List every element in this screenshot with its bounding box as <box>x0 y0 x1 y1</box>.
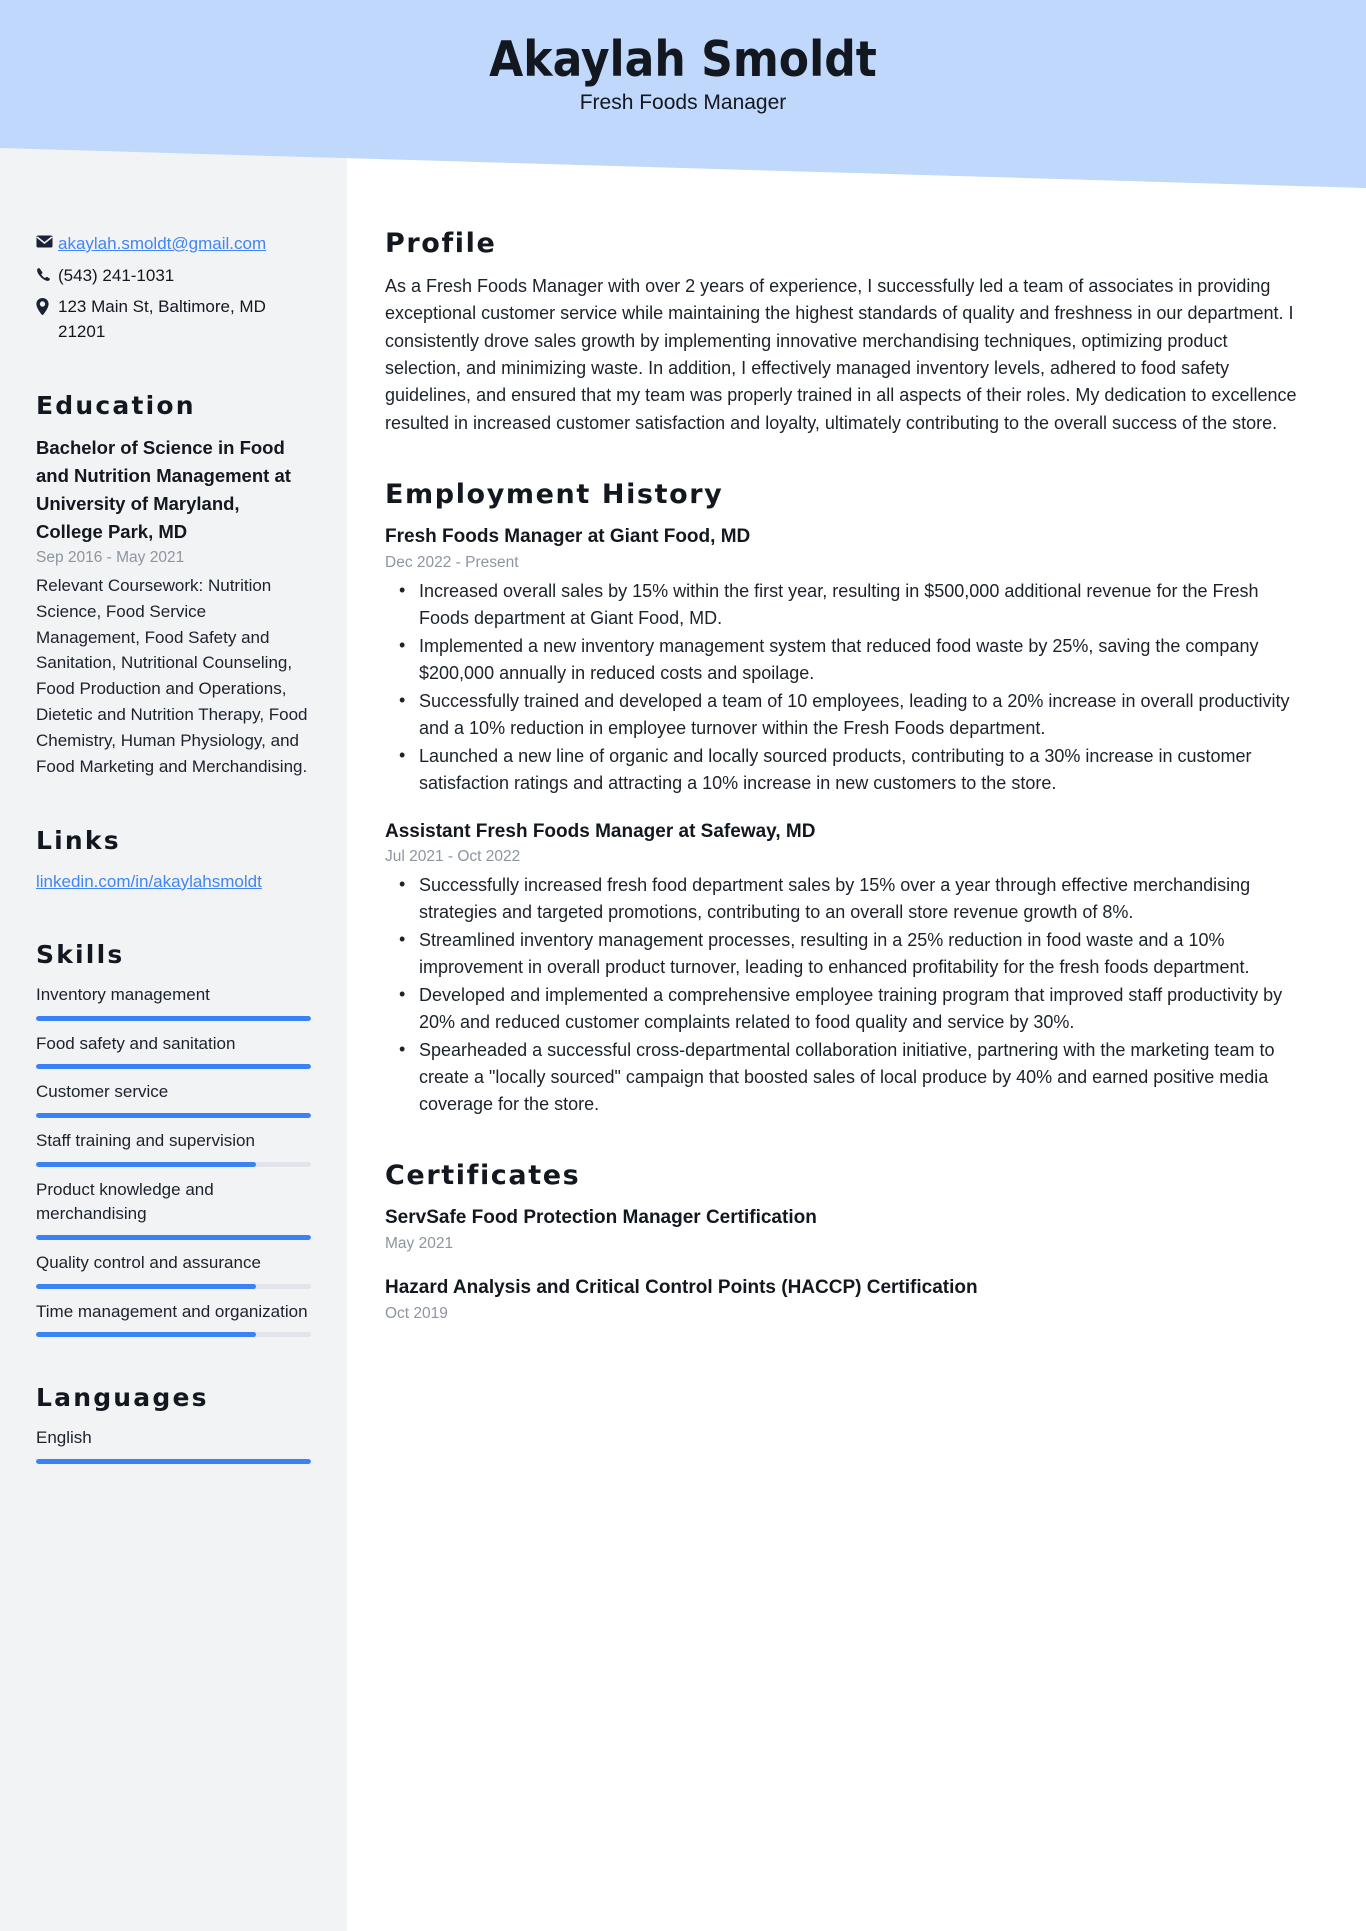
skill-item <box>36 1251 311 1289</box>
contact-email-text[interactable] <box>58 232 311 257</box>
links-heading: Links <box>36 825 121 855</box>
links-list <box>36 869 311 895</box>
language-item <box>36 1426 311 1464</box>
skill-item <box>36 1129 311 1167</box>
candidate-job-title: Fresh Foods Manager <box>579 90 787 114</box>
skill-item <box>36 1032 311 1070</box>
skill-track <box>36 1016 311 1021</box>
job-date: Dec 2022 - Present <box>385 553 519 571</box>
jobs-list <box>385 524 1300 1118</box>
skill-fill <box>36 1113 311 1118</box>
job-bullet-list <box>385 578 1300 797</box>
skill-track <box>36 1162 311 1167</box>
skill-track <box>36 1113 311 1118</box>
job-title: Fresh Foods Manager at Giant Food, MD <box>385 526 751 548</box>
languages-list <box>36 1426 311 1464</box>
contact-block <box>36 232 311 345</box>
candidate-name: Akaylah Smoldt <box>489 31 877 88</box>
email-link[interactable]: akaylah.smoldt@gmail.com <box>58 234 267 253</box>
job-bullet-list <box>385 872 1300 1118</box>
certificates-heading: Certificates <box>385 1160 581 1192</box>
job-title: Assistant Fresh Foods Manager at Safeway, MD <box>385 820 816 842</box>
skill-label: Inventory management <box>36 985 210 1005</box>
certificate-date: Oct 2019 <box>385 1304 448 1322</box>
header-text-block <box>0 0 1366 200</box>
list-item: • Successfully trained and developed a team of 10 employees, leading to a 20% increase in overall productivity and a 10% reduction in employee turnover within the Fresh Foods department. <box>419 688 1300 742</box>
contact-phone-text: (543) 241-1031 <box>58 265 175 285</box>
profile-heading: Profile <box>385 228 497 259</box>
list-item: • Streamlined inventory management processes, resulting in a 25% reduction in food waste and a 10% improvement in overall product turnover, leading to enhanced profitability for the fresh foods department. <box>419 927 1300 981</box>
employment-section <box>385 479 1300 1118</box>
skill-track <box>36 1332 311 1337</box>
skill-item <box>36 983 311 1021</box>
contact-address-text: 123 Main St, Baltimore, MD 21201 <box>58 297 266 341</box>
job-entry <box>385 819 1300 1119</box>
list-item: • Increased overall sales by 15% within the first year, resulting in $500,000 additional revenue for the Fresh Foods department at Giant Food, MD. <box>419 578 1300 632</box>
skill-track <box>36 1064 311 1069</box>
contact-phone-row <box>36 264 311 289</box>
contact-address-row <box>36 295 311 344</box>
certificate-entry <box>385 1205 1300 1253</box>
skill-item <box>36 1300 311 1338</box>
skill-item <box>36 1178 311 1240</box>
education-item <box>36 434 311 780</box>
list-item: • Successfully increased fresh food department sales by 15% over a year through effective merchandising strategies and targeted promotions, contributing to an overall store revenue growth of 8%. <box>419 872 1300 926</box>
list-item: • Launched a new line of organic and locally sourced products, contributing to a 30% increase in customer satisfaction ratings and attracting a 10% increase in new customers to the store. <box>419 743 1300 797</box>
job-entry <box>385 524 1300 797</box>
skills-heading: Skills <box>36 940 125 970</box>
skill-label: Product knowledge and merchandising <box>36 1179 214 1224</box>
education-heading: Education <box>36 390 196 420</box>
certificates-section <box>385 1160 1300 1322</box>
certificate-title: ServSafe Food Protection Manager Certification <box>385 1207 817 1229</box>
certificate-date: May 2021 <box>385 1234 454 1252</box>
skill-label: Food safety and sanitation <box>36 1033 236 1053</box>
linkedin-link[interactable]: linkedin.com/in/akaylahsmoldt <box>36 871 262 891</box>
skill-item <box>36 1080 311 1118</box>
language-track <box>36 1459 311 1464</box>
education-degree: Bachelor of Science in Food and Nutrition Management at University of Maryland, College Park, MD <box>36 436 291 542</box>
envelope-icon <box>36 232 58 248</box>
skill-fill <box>36 1064 311 1069</box>
skill-track <box>36 1235 311 1240</box>
contact-email-row[interactable] <box>36 232 311 257</box>
job-date: Jul 2021 - Oct 2022 <box>385 848 521 866</box>
skill-label: Customer service <box>36 1082 169 1102</box>
certificate-entry <box>385 1275 1300 1323</box>
employment-heading: Employment History <box>385 479 724 511</box>
profile-text: As a Fresh Foods Manager with over 2 years of experience, I successfully led a team of associates in providing exceptional customer service while maintaining the highest standards of quality and freshness in our department. I consistently drove sales growth by implementing innovative merchandising techniques, optimizing product selection, and minimizing waste. In addition, I effectively managed inventory levels, adhered to food safety guidelines, and ensured that my team was properly trained in all aspects of their roles. My dedication to excellence resulted in increased customer satisfaction and loyalty, ultimately contributing to the overall success of the store. <box>385 276 1297 433</box>
skill-label: Staff training and supervision <box>36 1131 255 1151</box>
list-item[interactable] <box>36 869 311 895</box>
list-item: • Spearheaded a successful cross-departmental collaboration initiative, partnering with the marketing team to create a "locally sourced" campaign that boosted sales of local produce by 40% and earned positive media coverage for the store. <box>419 1037 1300 1118</box>
list-item: • Developed and implemented a comprehensive employee training program that improved staff productivity by 20% and reduced customer complaints related to food quality and service by 30%. <box>419 982 1300 1036</box>
skills-list <box>36 983 311 1337</box>
map-pin-icon <box>36 295 58 315</box>
skill-track <box>36 1284 311 1289</box>
certificates-list <box>385 1205 1300 1322</box>
language-fill <box>36 1459 311 1464</box>
certificate-title: Hazard Analysis and Critical Control Points (HACCP) Certification <box>385 1276 978 1298</box>
list-item: • Implemented a new inventory management system that reduced food waste by 25%, saving the company $200,000 annually in reduced costs and spoilage. <box>419 633 1300 687</box>
sidebar <box>0 0 347 1931</box>
skill-fill <box>36 1235 311 1240</box>
skill-fill <box>36 1016 311 1021</box>
skill-label: Time management and organization <box>36 1301 308 1321</box>
language-label: English <box>36 1428 92 1448</box>
languages-heading: Languages <box>36 1383 209 1413</box>
skill-fill <box>36 1162 256 1167</box>
skill-fill <box>36 1284 256 1289</box>
skill-fill <box>36 1332 256 1337</box>
education-description: Relevant Coursework: Nutrition Science, Food Service Management, Food Safety and Sanitation, Nutritional Counseling, Food Production and Operations, Dietetic and Nutrition Therapy, Food Chemistry, Human Physiology, and Food Marketing and Merchandising. <box>36 576 308 776</box>
skill-label: Quality control and assurance <box>36 1252 261 1272</box>
phone-icon <box>36 264 58 282</box>
education-date: Sep 2016 - May 2021 <box>36 549 185 566</box>
main-content <box>347 0 1366 1931</box>
